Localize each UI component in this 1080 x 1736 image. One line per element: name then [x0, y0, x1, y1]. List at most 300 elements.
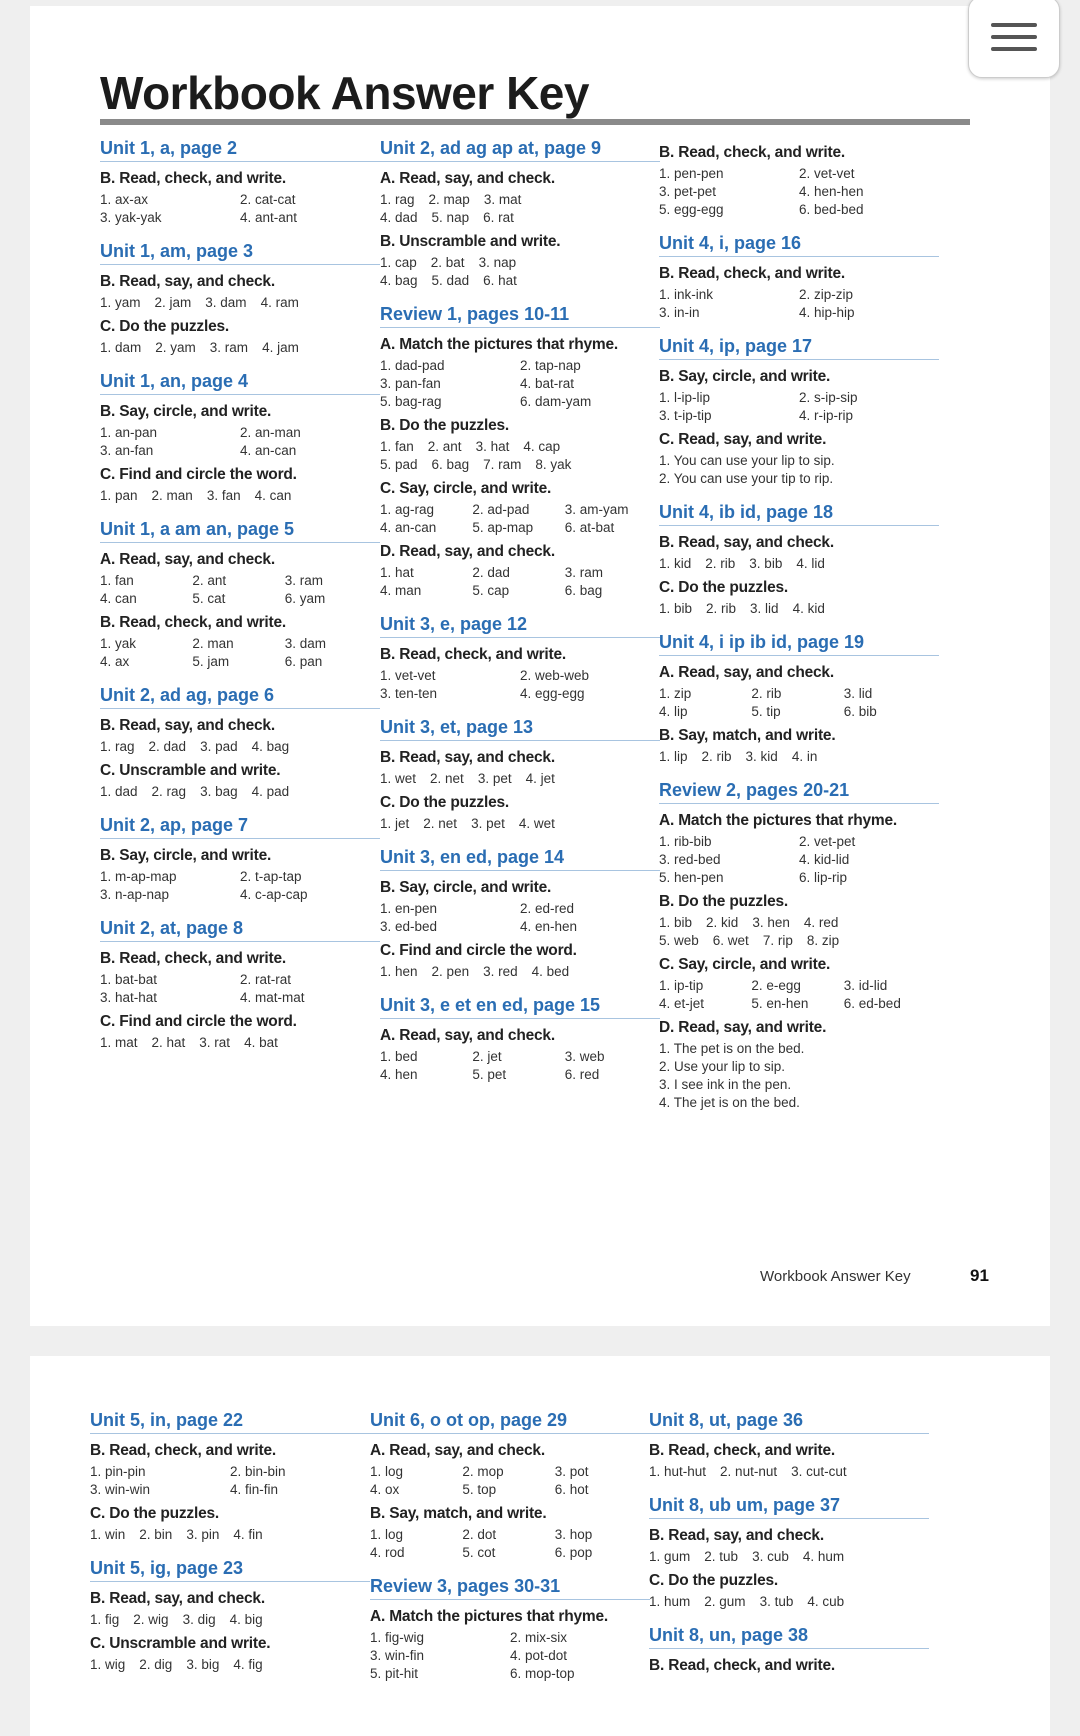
unit-heading: Unit 8, un, page 38: [649, 1625, 929, 1649]
answer-row: [100, 868, 380, 886]
answer-item: 5. nap: [431, 210, 470, 225]
answer-item: 5. egg-egg: [659, 202, 724, 217]
menu-button[interactable]: [968, 0, 1060, 78]
answer-item: 3. in-in: [659, 305, 700, 320]
answer-item: 2. hat: [151, 1035, 186, 1050]
answer-item: 2. vet-pet: [799, 834, 856, 849]
answer-row: [380, 963, 660, 981]
answer-item: 2. man: [192, 636, 234, 651]
answer-item: 4. red: [803, 915, 839, 930]
exercise-instruction: A. Match the pictures that rhyme.: [370, 1608, 609, 1625]
answer-item: 3. web: [564, 1049, 605, 1064]
answer-item: 7. ram: [483, 457, 522, 472]
answer-item: 6. yam: [284, 591, 326, 606]
column-3: [659, 138, 939, 1126]
answer-item: 3. pet: [477, 771, 512, 786]
answer-item: 2. cat-cat: [240, 192, 296, 207]
answer-item: 6. dam-yam: [520, 394, 592, 409]
answer-item: 2. mop: [462, 1464, 504, 1479]
answer-item: 4. fin-fin: [230, 1482, 279, 1497]
answer-item: 8. yak: [535, 457, 572, 472]
answer-item: 4. lid: [796, 556, 825, 571]
answer-section: [659, 632, 939, 766]
answer-item: 3. dam: [205, 295, 247, 310]
answer-item: 2. dot: [462, 1527, 497, 1542]
answer-item: 1. ax-ax: [100, 192, 149, 207]
column-3: [649, 1410, 929, 1689]
answer-row: [659, 452, 939, 470]
answer-section: [380, 614, 660, 703]
answer-item: 2. You can use your tip to rip.: [659, 471, 834, 486]
answer-item: 2. rat-rat: [240, 972, 292, 987]
answer-item: 1. dam: [100, 340, 142, 355]
answer-row: [659, 703, 939, 721]
answer-row: [380, 272, 660, 290]
answer-item: 1. fan: [100, 573, 134, 588]
answer-row: [380, 393, 660, 411]
answer-row: [659, 932, 939, 950]
answer-row: [380, 357, 660, 375]
answer-item: 4. wet: [518, 816, 555, 831]
answer-row: [90, 1611, 370, 1629]
hamburger-icon: [991, 23, 1037, 27]
answer-row: [659, 600, 939, 618]
answer-item: 3. hen: [752, 915, 790, 930]
answer-item: 5. cat: [192, 591, 226, 606]
answer-item: 3. cut-cut: [791, 1464, 847, 1479]
answer-item: 2. dad: [472, 565, 510, 580]
answer-item: 1. m-ap-map: [100, 869, 177, 884]
answer-item: 5. pad: [380, 457, 418, 472]
answer-item: 3. nap: [478, 255, 517, 270]
answer-row: [100, 487, 380, 505]
answer-item: 1. l-ip-lip: [659, 390, 711, 405]
answer-section: [659, 144, 939, 219]
answer-item: 5. hen-pen: [659, 870, 724, 885]
answer-item: 2. tap-nap: [520, 358, 581, 373]
answer-item: 4. en-hen: [520, 919, 578, 934]
answer-item: 4. ox: [370, 1482, 400, 1497]
exercise-instruction: A. Read, say, and check.: [380, 1027, 555, 1044]
exercise-instruction: C. Find and circle the word.: [100, 466, 297, 483]
answer-item: 2. jam: [154, 295, 192, 310]
answer-item: 3. I see ink in the pen.: [659, 1077, 792, 1092]
answer-row: [380, 667, 660, 685]
unit-heading: Unit 3, et, page 13: [380, 717, 660, 741]
answer-row: [659, 1076, 939, 1094]
answer-item: 2. ant: [192, 573, 227, 588]
answer-item: 1. cap: [380, 255, 417, 270]
answer-section: [100, 241, 380, 357]
answer-row: [370, 1481, 650, 1499]
answer-item: 2. ed-red: [520, 901, 575, 916]
exercise-instruction: B. Read, say, and check.: [100, 717, 275, 734]
answer-item: 2. bin: [139, 1527, 173, 1542]
answer-row: [659, 1058, 939, 1076]
answer-item: 4. c-ap-cap: [240, 887, 308, 902]
answer-section: [380, 304, 660, 600]
unit-heading: Unit 3, e et en ed, page 15: [380, 995, 660, 1019]
exercise-instruction: C. Do the puzzles.: [649, 1572, 779, 1589]
answer-item: 6. mop-top: [510, 1666, 575, 1681]
answer-item: 5. jam: [192, 654, 230, 669]
answer-item: 3. hat: [475, 439, 510, 454]
answer-item: 2. wig: [133, 1612, 169, 1627]
answer-row: [659, 201, 939, 219]
exercise-instruction: A. Read, say, and check.: [370, 1442, 545, 1459]
answer-item: 1. hat: [380, 565, 414, 580]
exercise-instruction: B. Say, circle, and write.: [380, 879, 552, 896]
answer-row: [659, 165, 939, 183]
answer-item: 6. bag: [564, 583, 603, 598]
answer-item: 2. pen: [431, 964, 470, 979]
answer-item: 4. r-ip-rip: [799, 408, 854, 423]
answer-item: 4. ant-ant: [240, 210, 298, 225]
exercise-instruction: C. Do the puzzles.: [380, 794, 510, 811]
answer-item: 2. map: [428, 192, 470, 207]
answer-row: [380, 685, 660, 703]
unit-heading: Unit 8, ub um, page 37: [649, 1495, 929, 1519]
answer-item: 3. dam: [284, 636, 327, 651]
answer-item: 1. rag: [100, 739, 135, 754]
answer-item: 2. zip-zip: [799, 287, 854, 302]
exercise-instruction: B. Read, check, and write.: [659, 265, 846, 282]
answer-item: 3. rat: [199, 1035, 231, 1050]
answer-row: [380, 815, 660, 833]
answer-item: 2. web-web: [520, 668, 590, 683]
answer-item: 3. ed-bed: [380, 919, 438, 934]
answer-row: [370, 1629, 650, 1647]
answer-section: [659, 336, 939, 488]
answer-item: 3. ten-ten: [380, 686, 438, 701]
unit-heading: Unit 4, i, page 16: [659, 233, 939, 257]
answer-row: [380, 770, 660, 788]
answer-item: 1. hum: [649, 1594, 691, 1609]
exercise-instruction: B. Read, say, and check.: [380, 749, 555, 766]
answer-item: 4. ram: [260, 295, 299, 310]
answer-item: 5. ap-map: [472, 520, 534, 535]
answer-item: 5. cot: [462, 1545, 496, 1560]
answer-row: [100, 590, 380, 608]
answer-row: [380, 519, 660, 537]
answer-row: [370, 1544, 650, 1562]
answer-section: [649, 1410, 929, 1481]
answer-item: 4. lip: [659, 704, 688, 719]
exercise-instruction: B. Read, check, and write.: [380, 646, 567, 663]
exercise-instruction: B. Unscramble and write.: [380, 233, 561, 250]
answer-item: 6. at-bat: [564, 520, 615, 535]
answer-row: [90, 1481, 370, 1499]
answer-item: 1. pan: [100, 488, 138, 503]
answer-item: 4. kid-lid: [799, 852, 850, 867]
unit-heading: Review 3, pages 30-31: [370, 1576, 650, 1600]
answer-item: 1. rib-bib: [659, 834, 712, 849]
footer-label: Workbook Answer Key: [760, 1268, 911, 1285]
answer-item: 4. can: [254, 488, 292, 503]
exercise-instruction: B. Say, circle, and write.: [659, 368, 831, 385]
answer-item: 2. an-man: [240, 425, 301, 440]
answer-item: 4. in: [791, 749, 818, 764]
answer-row: [659, 183, 939, 201]
answer-row: [380, 900, 660, 918]
answer-section: [100, 685, 380, 801]
answer-item: 3. t-ip-tip: [659, 408, 712, 423]
answer-row: [380, 1066, 660, 1084]
answer-item: 2. bin-bin: [230, 1464, 286, 1479]
answer-row: [649, 1593, 929, 1611]
answer-item: 2. ant: [427, 439, 462, 454]
exercise-instruction: B. Do the puzzles.: [659, 893, 789, 910]
answer-row: [380, 456, 660, 474]
answer-item: 4. jam: [262, 340, 299, 355]
answer-item: 1. kid: [659, 556, 692, 571]
title-rule: [100, 119, 970, 125]
answer-item: 4. fig: [233, 1657, 263, 1672]
exercise-instruction: A. Read, say, and check.: [659, 664, 834, 681]
answer-item: 6. bib: [843, 704, 877, 719]
answer-item: 4. dad: [380, 210, 418, 225]
answer-section: [659, 780, 939, 1112]
answer-item: 5. pet: [472, 1067, 507, 1082]
answer-item: 3. yak-yak: [100, 210, 162, 225]
answer-row: [100, 783, 380, 801]
answer-row: [659, 1094, 939, 1112]
answer-item: 3. am-yam: [564, 502, 629, 517]
answer-row: [100, 424, 380, 442]
answer-item: 2. dig: [139, 1657, 173, 1672]
answer-item: 4. cap: [523, 439, 561, 454]
answer-row: [370, 1665, 650, 1683]
unit-heading: Unit 8, ut, page 36: [649, 1410, 929, 1434]
answer-item: 1. log: [370, 1527, 404, 1542]
exercise-instruction: C. Read, say, and write.: [659, 431, 827, 448]
exercise-instruction: C. Find and circle the word.: [380, 942, 577, 959]
answer-item: 6. wet: [712, 933, 749, 948]
answer-item: 3. pet-pet: [659, 184, 717, 199]
answer-item: 5. web: [659, 933, 699, 948]
answer-item: 1. rag: [380, 192, 415, 207]
answer-section: [659, 502, 939, 618]
answer-section: [100, 815, 380, 904]
answer-item: 4. mat-mat: [240, 990, 305, 1005]
answer-item: 4. hip-hip: [799, 305, 855, 320]
unit-heading: Unit 2, at, page 8: [100, 918, 380, 942]
answer-item: 3. ram: [284, 573, 324, 588]
answer-item: 4. jet: [525, 771, 555, 786]
answer-row: [659, 977, 939, 995]
answer-row: [659, 995, 939, 1013]
answer-item: 3. pin: [186, 1527, 220, 1542]
answer-item: 3. big: [186, 1657, 220, 1672]
answer-item: 2. t-ap-tap: [240, 869, 302, 884]
answer-item: 1. vet-vet: [380, 668, 436, 683]
answer-item: 4. hum: [802, 1549, 845, 1564]
answer-row: [370, 1647, 650, 1665]
answer-row: [659, 389, 939, 407]
answer-item: 1. fan: [380, 439, 414, 454]
unit-heading: Unit 4, ip, page 17: [659, 336, 939, 360]
unit-heading: Unit 3, e, page 12: [380, 614, 660, 638]
exercise-instruction: B. Read, say, and check.: [100, 273, 275, 290]
exercise-instruction: B. Read, check, and write.: [90, 1442, 277, 1459]
answer-row: [100, 738, 380, 756]
answer-section: [380, 847, 660, 981]
answer-item: 2. jet: [472, 1049, 502, 1064]
answer-item: 4. rod: [370, 1545, 405, 1560]
answer-row: [100, 339, 380, 357]
answer-item: 3. pet: [471, 816, 505, 831]
answer-item: 3. ram: [564, 565, 604, 580]
answer-item: 2. net: [430, 771, 464, 786]
answer-item: 1. win: [90, 1527, 126, 1542]
answer-item: 3. hat-hat: [100, 990, 158, 1005]
answer-item: 3. lid: [843, 686, 873, 701]
answer-row: [90, 1656, 370, 1674]
answer-section: [649, 1495, 929, 1611]
unit-heading: Review 1, pages 10-11: [380, 304, 660, 328]
answer-item: 3. an-fan: [100, 443, 154, 458]
unit-heading: Unit 2, ap, page 7: [100, 815, 380, 839]
answer-item: 1. bib: [659, 601, 693, 616]
answer-row: [659, 407, 939, 425]
answer-item: 4. egg-egg: [520, 686, 585, 701]
answer-section: [90, 1558, 370, 1674]
answer-row: [659, 851, 939, 869]
answer-item: 4. hen: [380, 1067, 418, 1082]
answer-item: 6. rat: [483, 210, 514, 225]
answer-item: 1. The pet is on the bed.: [659, 1041, 805, 1056]
exercise-instruction: A. Match the pictures that rhyme.: [659, 812, 898, 829]
answer-item: 6. hot: [554, 1482, 589, 1497]
answer-item: 4. an-can: [240, 443, 297, 458]
unit-heading: Unit 2, ad ag ap at, page 9: [380, 138, 660, 162]
answer-row: [659, 1040, 939, 1058]
answer-item: 4. bed: [531, 964, 570, 979]
answer-item: 5. en-hen: [751, 996, 809, 1011]
answer-item: 6. lip-rip: [799, 870, 848, 885]
answer-item: 3. cub: [752, 1549, 789, 1564]
answer-item: 4. man: [380, 583, 422, 598]
answer-item: 1. mat: [100, 1035, 138, 1050]
exercise-instruction: A. Match the pictures that rhyme.: [380, 336, 619, 353]
answer-item: 8. zip: [806, 933, 840, 948]
answer-item: 3. kid: [745, 749, 778, 764]
answer-item: 2. rib: [701, 749, 732, 764]
exercise-instruction: B. Read, check, and write.: [659, 144, 846, 161]
answer-item: 5. tip: [751, 704, 781, 719]
answer-item: 2. rib: [751, 686, 782, 701]
answer-row: [100, 886, 380, 904]
exercise-instruction: D. Read, say, and write.: [659, 1019, 827, 1036]
answer-item: 2. net: [423, 816, 458, 831]
answer-item: 1. jet: [380, 816, 410, 831]
answer-item: 6. pan: [284, 654, 323, 669]
answer-item: 3. tub: [759, 1594, 794, 1609]
answer-row: [380, 438, 660, 456]
answer-section: [380, 995, 660, 1084]
exercise-instruction: B. Read, check, and write.: [649, 1657, 836, 1674]
answer-item: 4. cub: [807, 1594, 845, 1609]
answer-section: [100, 519, 380, 671]
answer-section: [380, 138, 660, 290]
answer-row: [649, 1463, 929, 1481]
answer-item: 4. The jet is on the bed.: [659, 1095, 800, 1110]
answer-item: 4. bat: [244, 1035, 278, 1050]
answer-item: 1. en-pen: [380, 901, 438, 916]
answer-item: 1. ag-rag: [380, 502, 435, 517]
answer-item: 1. zip: [659, 686, 692, 701]
answer-row: [659, 555, 939, 573]
exercise-instruction: B. Say, circle, and write.: [100, 847, 272, 864]
answer-item: 3. red: [483, 964, 518, 979]
answer-row: [100, 971, 380, 989]
answer-row: [659, 833, 939, 851]
exercise-instruction: C. Say, circle, and write.: [659, 956, 831, 973]
answer-row: [659, 748, 939, 766]
answer-item: 1. ip-tip: [659, 978, 704, 993]
answer-item: 3. fan: [206, 488, 241, 503]
answer-item: 5. pit-hit: [370, 1666, 419, 1681]
answer-item: 4. bat-rat: [520, 376, 575, 391]
answer-section: [370, 1576, 650, 1683]
exercise-instruction: D. Read, say, and check.: [380, 543, 555, 560]
answer-row: [659, 470, 939, 488]
answer-item: 1. yam: [100, 295, 141, 310]
answer-row: [100, 191, 380, 209]
answer-row: [659, 286, 939, 304]
exercise-instruction: B. Read, check, and write.: [100, 614, 287, 631]
answer-item: 4. kid: [792, 601, 825, 616]
answer-item: 1. wet: [380, 771, 417, 786]
answer-item: 3. bag: [200, 784, 238, 799]
exercise-instruction: B. Say, match, and write.: [370, 1505, 547, 1522]
answer-item: 1. You can use your lip to sip.: [659, 453, 835, 468]
answer-row: [380, 1048, 660, 1066]
answer-row: [100, 635, 380, 653]
exercise-instruction: C. Find and circle the word.: [100, 1013, 297, 1030]
exercise-instruction: C. Do the puzzles.: [90, 1505, 220, 1522]
unit-heading: Unit 3, en ed, page 14: [380, 847, 660, 871]
exercise-instruction: B. Say, circle, and write.: [100, 403, 272, 420]
answer-item: 3. win-win: [90, 1482, 151, 1497]
answer-item: 4. an-can: [380, 520, 437, 535]
answer-item: 2. yam: [155, 340, 196, 355]
page-number: 91: [970, 1266, 989, 1285]
answer-item: 2. rib: [705, 556, 736, 571]
column-2: [380, 138, 660, 1098]
exercise-instruction: B. Read, say, and check.: [659, 534, 834, 551]
answer-item: 2. ad-pad: [472, 502, 530, 517]
answer-item: 1. bib: [659, 915, 693, 930]
answer-row: [90, 1526, 370, 1544]
unit-heading: Review 2, pages 20-21: [659, 780, 939, 804]
answer-item: 4. can: [100, 591, 137, 606]
answer-item: 2. rag: [151, 784, 187, 799]
answer-item: 2. mix-six: [510, 1630, 567, 1645]
answer-item: 1. fig-wig: [370, 1630, 425, 1645]
answer-item: 4. hen-hen: [799, 184, 864, 199]
answer-row: [380, 191, 660, 209]
answer-item: 6. hat: [483, 273, 517, 288]
answer-item: 1. fig: [90, 1612, 120, 1627]
answer-item: 2. rib: [706, 601, 737, 616]
answer-item: 5. top: [462, 1482, 497, 1497]
answer-row: [370, 1526, 650, 1544]
answer-row: [380, 918, 660, 936]
answer-item: 1. an-pan: [100, 425, 158, 440]
answer-item: 2. tub: [704, 1549, 739, 1564]
answer-row: [659, 914, 939, 932]
